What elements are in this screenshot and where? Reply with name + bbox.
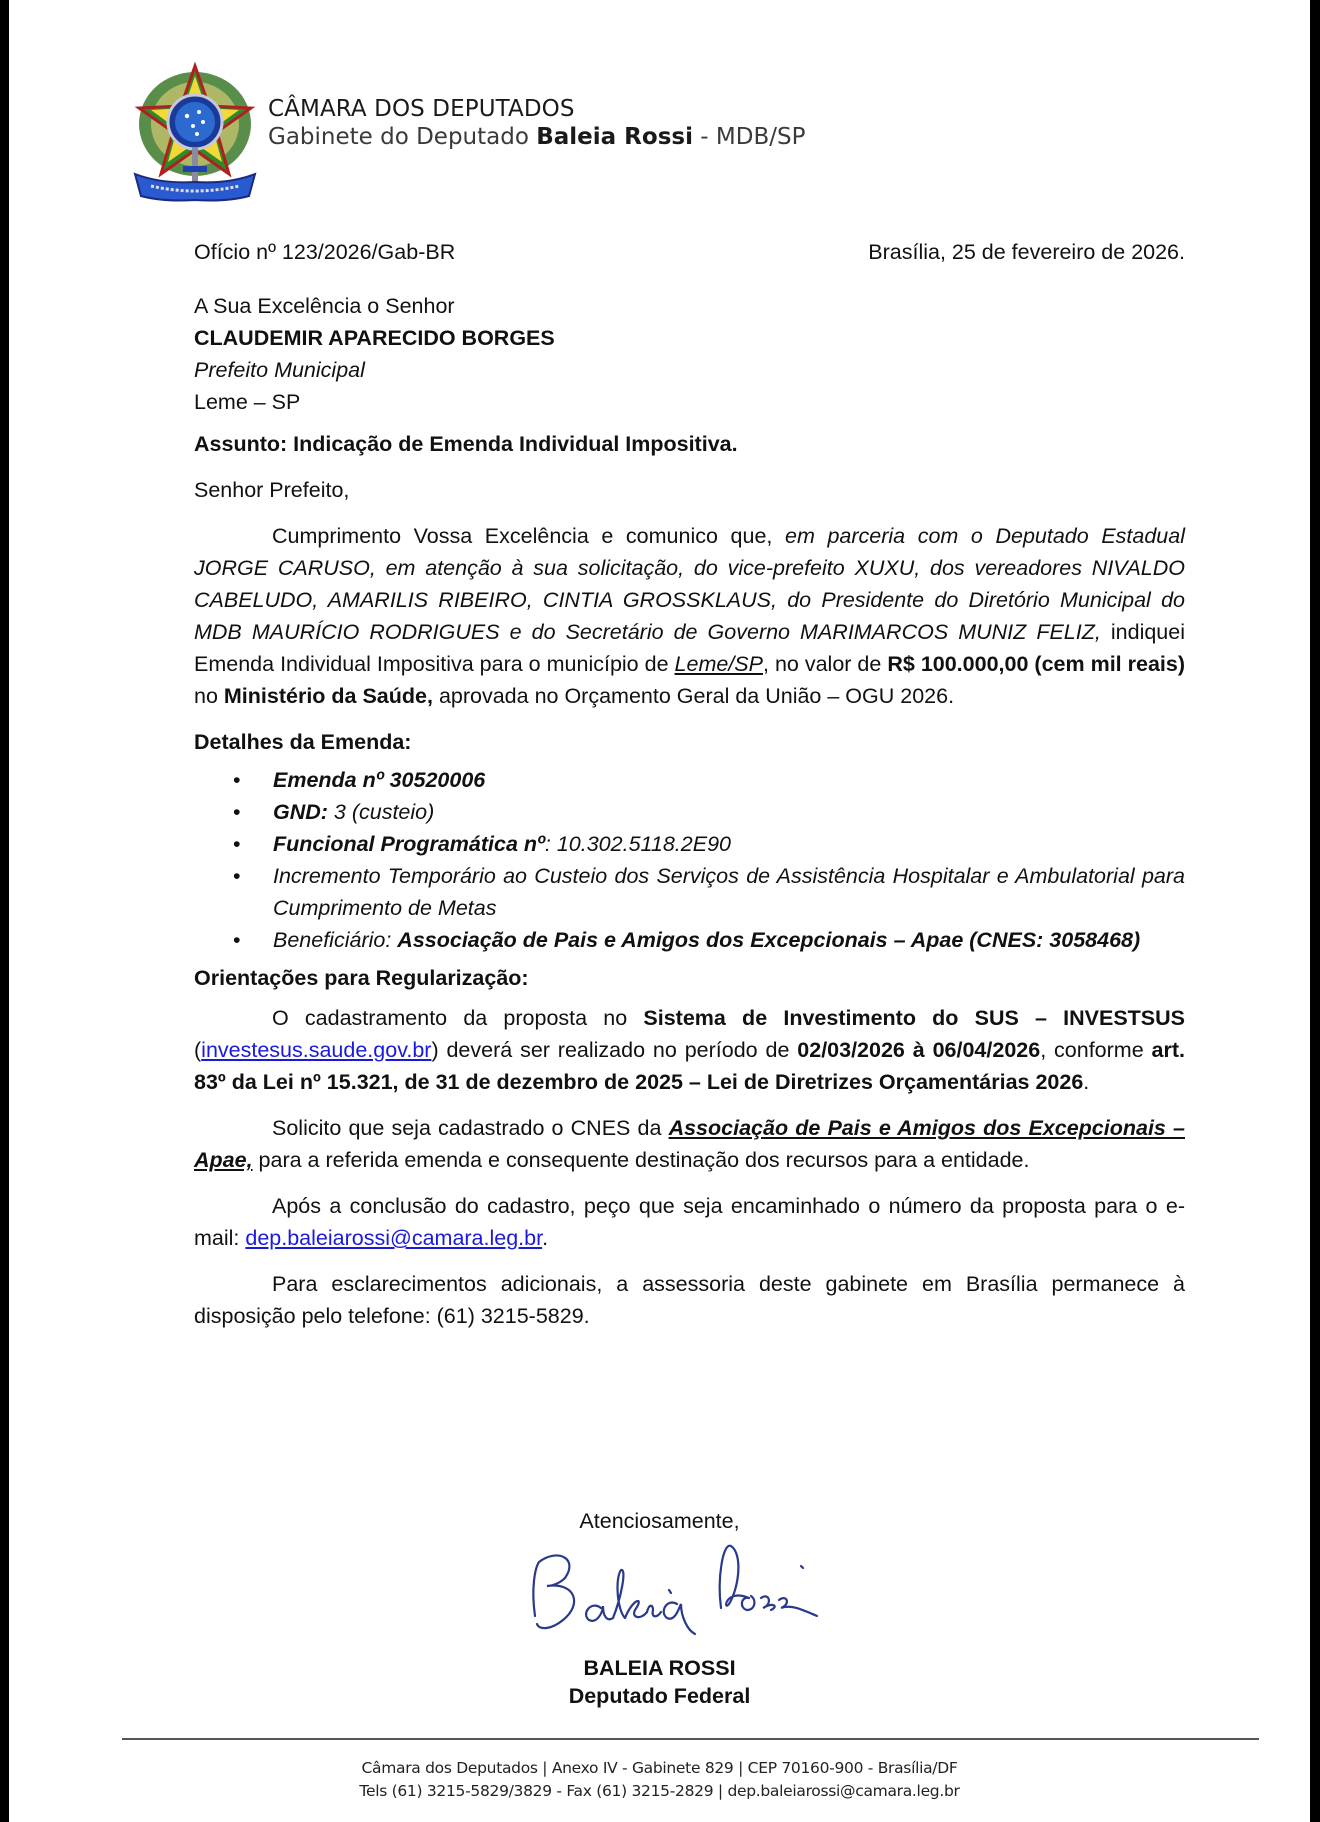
signer-title: Deputado Federal <box>568 1684 751 1708</box>
details-list <box>194 764 1185 956</box>
document-page <box>9 0 1310 1822</box>
paragraph-contact: Para esclarecimentos adicionais, a assessoria deste gabinete em Brasília permanece à disposição pelo telefone: (61) 3215-5829. <box>194 1272 1185 1328</box>
email-link[interactable]: dep.baleiarossi@camara.leg.br <box>245 1226 543 1250</box>
list-item: • Funcional Programática nº: 10.302.5118.2E90 <box>273 828 1185 860</box>
list-item: • GND: 3 (custeio) <box>273 796 1185 828</box>
paragraph-registration: O cadastramento da proposta no Sistema de Investimento do SUS – INVESTSUS (investesus.saude.gov.br) deverá ser realizado no período de 02/03/2026 à 06/04/2026, conforme art. 83º da Lei nº 15.321, de 31 de dezembro de 2025 – Lei de Diretrizes Orçamentárias 2026. <box>194 1006 1186 1094</box>
place-date: Brasília, 25 de fevereiro de 2026. <box>868 240 1185 264</box>
letterhead <box>131 62 931 212</box>
recipient-salutation: A Sua Excelência o Senhor <box>194 294 455 318</box>
recipient-location: Leme – SP <box>194 390 301 414</box>
municipality: Leme/SP <box>674 652 763 676</box>
beneficiary-name: Associação de Pais e Amigos dos Excepcionais – Apae, <box>194 1116 1185 1172</box>
greeting: Senhor Prefeito, <box>194 478 350 502</box>
footer-divider <box>122 1738 1259 1740</box>
org-name: CÂMARA DOS DEPUTADOS <box>268 96 575 122</box>
cabinet-line: Gabinete do Deputado Baleia Rossi - MDB/SP <box>268 124 806 150</box>
list-item: • Incremento Temporário ao Custeio dos Serviços de Assistência Hospitalar e Ambulatorial para Cumprimento de Metas <box>273 860 1185 924</box>
details-heading: Detalhes da Emenda: <box>194 730 412 754</box>
recipient-title: Prefeito Municipal <box>194 358 365 382</box>
list-item: • Emenda nº 30520006 <box>273 764 1185 796</box>
handwritten-signature <box>517 1538 877 1648</box>
footer-address: Câmara dos Deputados | Anexo IV - Gabinete 829 | CEP 70160-900 - Brasília/DF <box>361 1759 958 1777</box>
paragraph-introduction: Cumprimento Vossa Excelência e comunico que, em parceria com o Deputado Estadual JORGE CARUSO, em atenção à sua solicitação, do vice-prefeito XUXU, dos vereadores NIVALDO CABELUDO, AMARILIS RIBEIRO, CINTIA GROSSKLAUS, do Presidente do Diretório Municipal do MDB MAURÍCIO RODRIGUES e do Secretário de Governo MARIMARCOS MUNIZ FELIZ, indiquei Emenda Individual Impositiva para o município de Leme/SP, no valor de R$ 100.000,00 (cem mil reais) no Ministério da Saúde, aprovada no Orçamento Geral da União – OGU 2026. <box>194 524 1186 708</box>
investsus-link[interactable]: investesus.saude.gov.br <box>201 1038 432 1062</box>
paragraph-email: Após a conclusão do cadastro, peço que seja encaminhado o número da proposta para o e-mail: dep.baleiarossi@camara.leg.br. <box>194 1194 1185 1250</box>
document-reference: Ofício nº 123/2026/Gab-BR <box>194 240 456 264</box>
reference-row <box>194 236 1185 268</box>
letterhead-text <box>268 96 805 151</box>
closing: Atenciosamente, <box>579 1509 740 1533</box>
footer-contacts: Tels (61) 3215-5829/3829 - Fax (61) 3215-2829 | dep.baleiarossi@camara.leg.br <box>359 1782 960 1800</box>
deputy-name: Baleia Rossi <box>536 124 693 150</box>
amendment-value: R$ 100.000,00 (cem mil reais) <box>887 652 1186 676</box>
ministry: Ministério da Saúde, <box>223 684 433 708</box>
letter-body <box>194 236 1185 1332</box>
subject-line: Assunto: Indicação de Emenda Individual Impositiva. <box>194 432 738 456</box>
list-item: • Beneficiário: Associação de Pais e Amigos dos Excepcionais – Apae (CNES: 3058468) <box>273 924 1185 956</box>
guidance-heading: Orientações para Regularização: <box>194 966 529 990</box>
registration-period: 02/03/2026 à 06/04/2026 <box>797 1038 1041 1062</box>
signer-name: BALEIA ROSSI <box>583 1656 736 1680</box>
brazil-coat-of-arms-icon <box>131 62 259 208</box>
recipient-name: CLAUDEMIR APARECIDO BORGES <box>194 326 555 350</box>
recipient-block <box>194 290 1185 418</box>
paragraph-cnes: Solicito que seja cadastrado o CNES da Associação de Pais e Amigos dos Excepcionais – Apae, para a referida emenda e consequente destinação dos recursos para a entidade. <box>194 1116 1185 1172</box>
